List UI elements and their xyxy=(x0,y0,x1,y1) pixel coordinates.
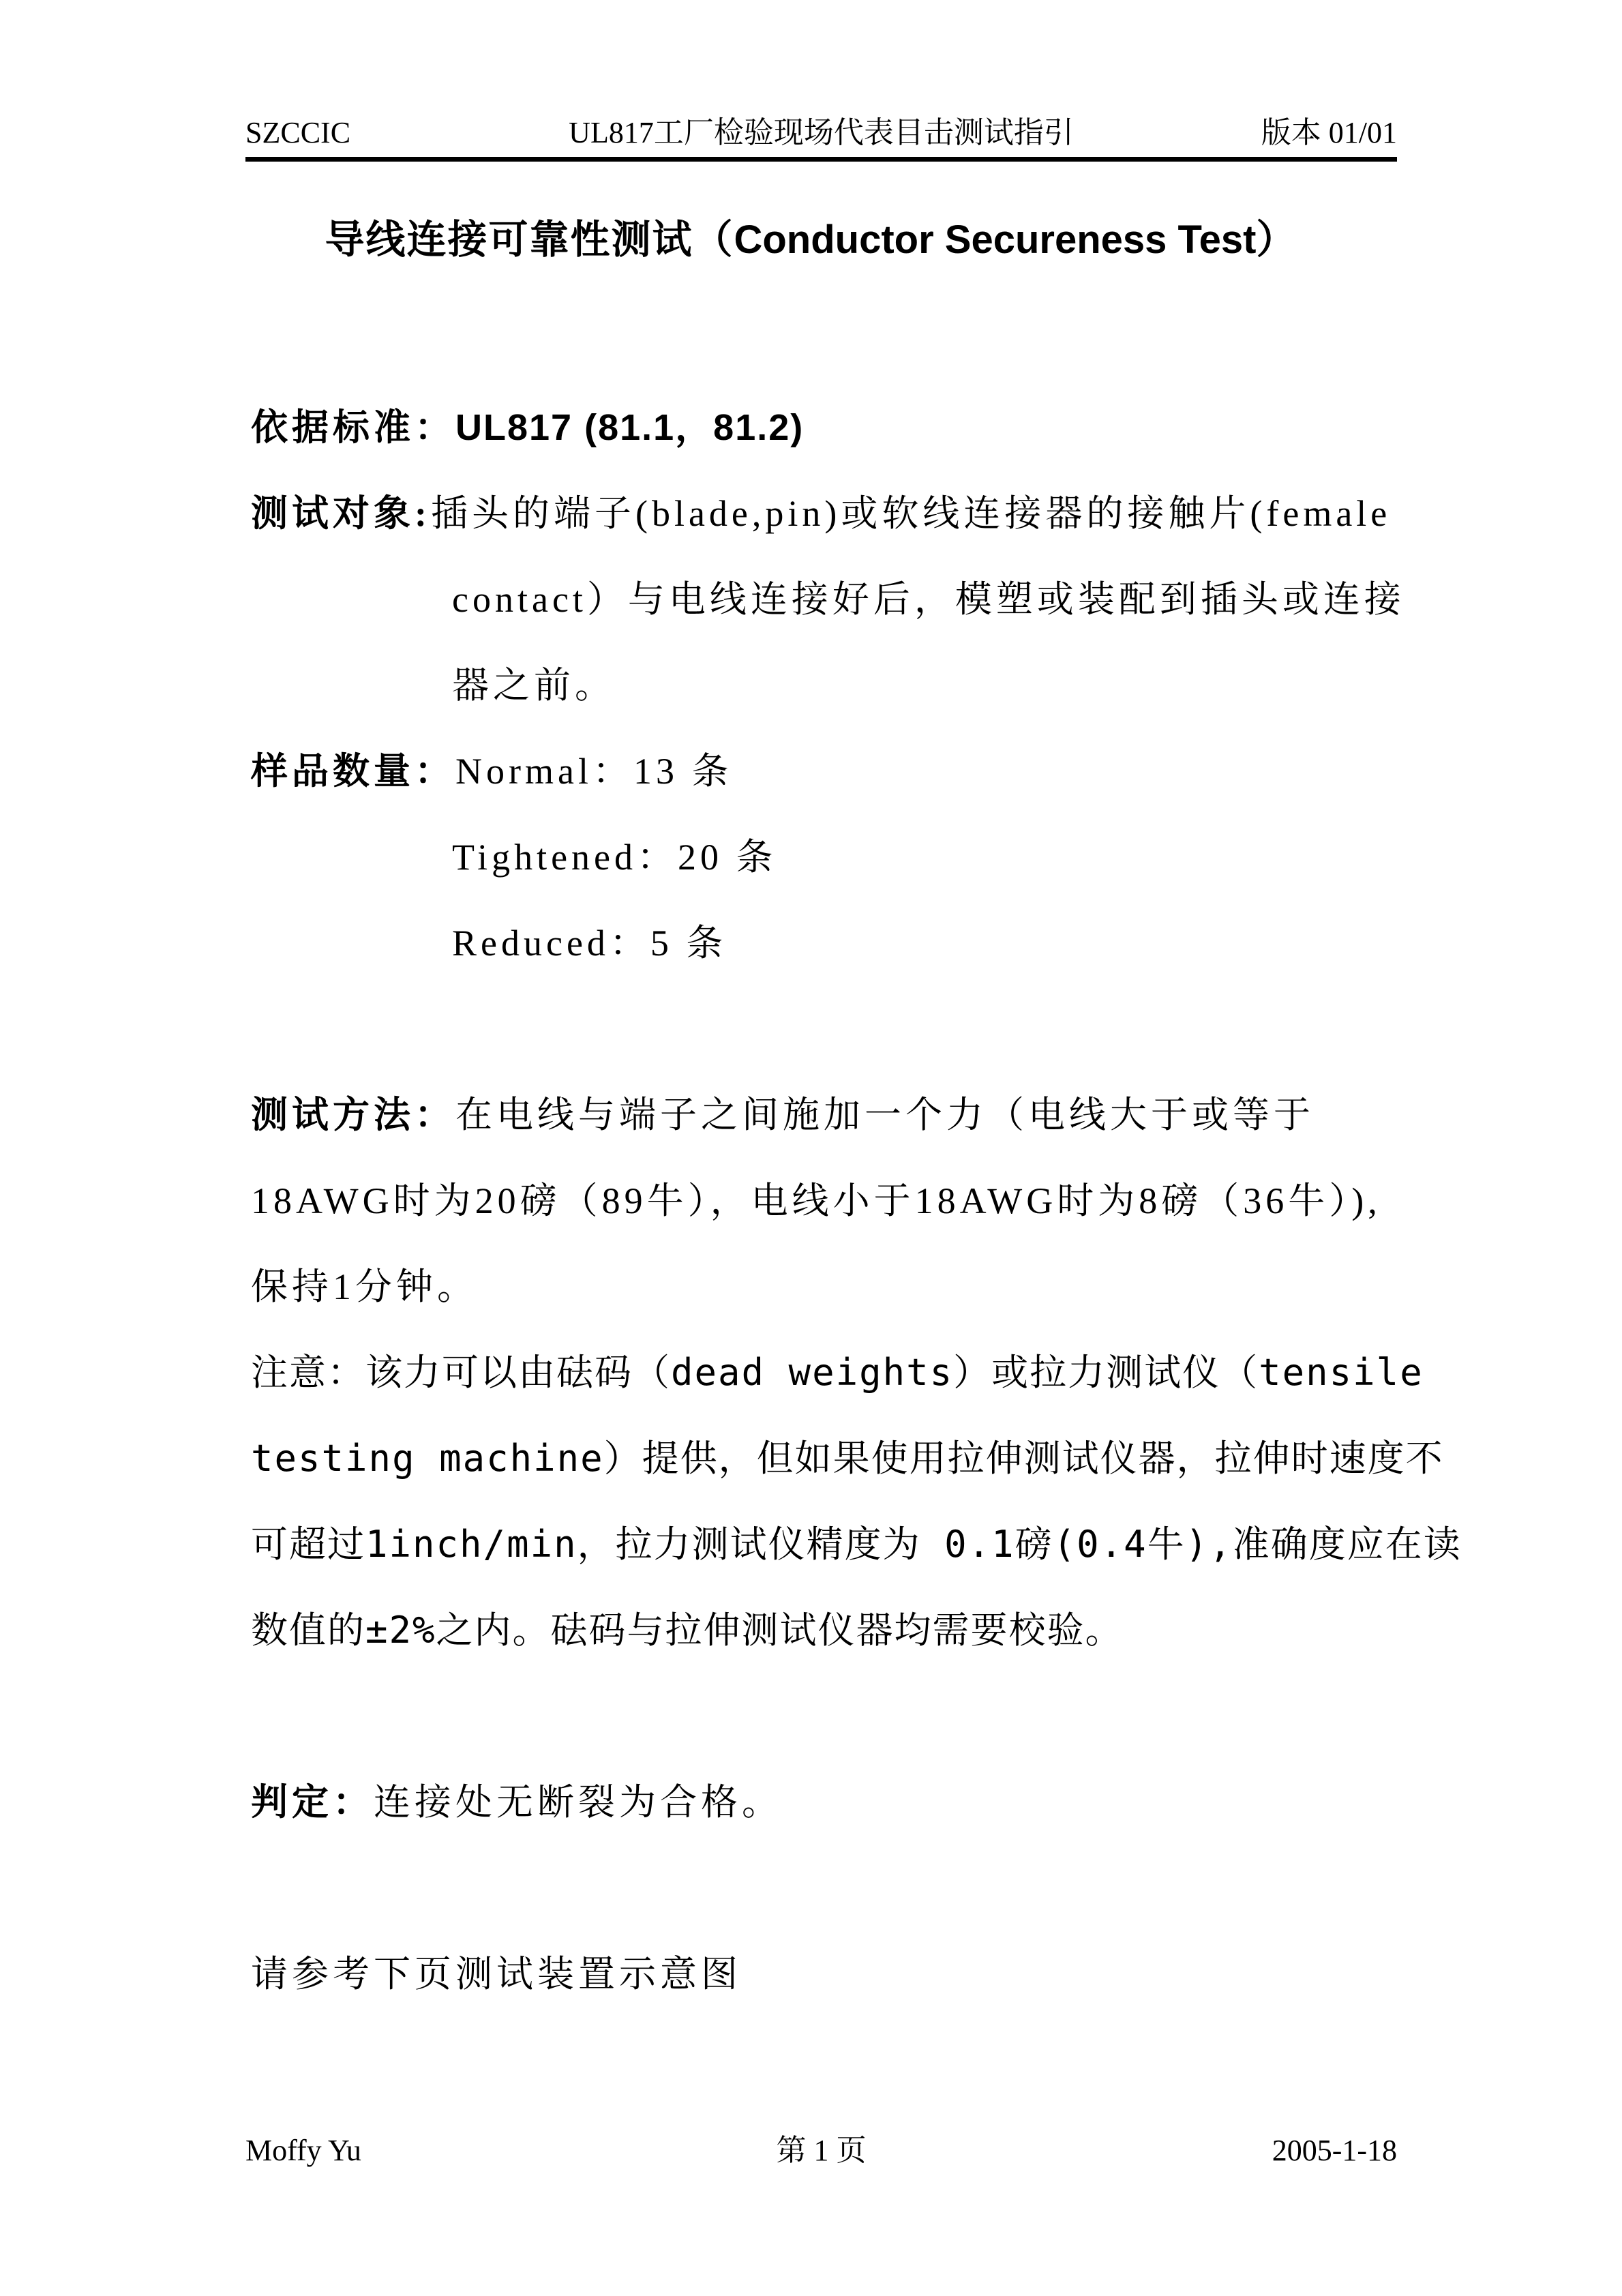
note-text4: 数值的±2%之内。砝码与拉伸测试仪器均需要校验。 xyxy=(251,1609,1124,1652)
spacer xyxy=(251,986,1424,1072)
test-method-text3: 保持1分钟。 xyxy=(251,1266,478,1307)
document-body xyxy=(251,385,1462,2017)
page-title-chinese: 导线连接可靠性测试（ xyxy=(325,218,734,262)
test-method-label: 测试方法： xyxy=(251,1094,455,1135)
test-object-line1 xyxy=(251,471,1424,556)
test-object-text2: contact）与电线连接好后，模塑或装配到插头或连接 xyxy=(452,579,1405,620)
test-object-label: 测试对象: xyxy=(251,493,431,534)
footer-author: Moffy Yu xyxy=(245,2134,361,2167)
standard-basis-value: UL817 (81.1，81.2) xyxy=(455,407,805,448)
sample-qty-line2 xyxy=(251,814,1424,900)
judgment-label: 判定： xyxy=(251,1782,374,1823)
test-method-line3 xyxy=(251,1244,1424,1330)
spacer xyxy=(251,1673,1424,1759)
judgment-line xyxy=(251,1759,1424,1845)
sample-qty-label: 样品数量： xyxy=(251,751,455,792)
test-method-text2: 18AWG时为20磅（89牛），电线小于18AWG时为8磅（36牛）), xyxy=(251,1180,1381,1221)
reference-note-line xyxy=(251,1931,1424,2017)
note-text2: testing machine）提供，但如果使用拉伸测试仪器，拉伸时速度不 xyxy=(251,1437,1444,1480)
spacer xyxy=(251,1845,1424,1931)
footer-date: 2005-1-18 xyxy=(1272,2134,1397,2167)
header-doc-title: UL817工厂检验现场代表目击测试指引 xyxy=(569,116,1074,149)
sample-qty-normal: Normal：13 条 xyxy=(455,751,733,792)
test-object-line3 xyxy=(251,642,1424,728)
sample-qty-reduced: Reduced：5 条 xyxy=(452,923,727,964)
note-line3 xyxy=(251,1502,1462,1587)
test-method-text1: 在电线与端子之间施加一个力（电线大于或等于 xyxy=(455,1094,1315,1135)
note-line4 xyxy=(251,1587,1424,1673)
standard-basis-label: 依据标准： xyxy=(251,407,455,448)
judgment-value: 连接处无断裂为合格。 xyxy=(374,1782,783,1823)
page-title xyxy=(0,215,1622,265)
test-object-text1: 插头的端子(blade,pin)或软线连接器的接触片(female xyxy=(430,493,1392,534)
reference-note-text: 请参考下页测试装置示意图 xyxy=(251,1954,742,1995)
header-company: SZCCIC xyxy=(245,116,351,149)
page-footer xyxy=(245,2133,1397,2168)
footer-page-number: 第 1 页 xyxy=(776,2134,867,2167)
sample-qty-line3 xyxy=(251,900,1424,986)
note-line1 xyxy=(251,1330,1424,1416)
test-method-line1 xyxy=(251,1072,1424,1158)
test-object-text3: 器之前。 xyxy=(452,665,616,706)
test-object-line2 xyxy=(251,556,1424,642)
page-header xyxy=(245,116,1397,162)
sample-qty-line1 xyxy=(251,728,1424,814)
note-text1: 注意：该力可以由砝码（dead weights）或拉力测试仪（tensile xyxy=(251,1351,1424,1394)
test-method-line2 xyxy=(251,1158,1424,1244)
header-version: 版本 01/01 xyxy=(1261,116,1397,149)
note-line2 xyxy=(251,1416,1444,1502)
page-title-english: Conductor Secureness Test xyxy=(734,218,1257,262)
standard-basis-line xyxy=(251,385,1424,471)
sample-qty-tightened: Tightened：20 条 xyxy=(452,837,777,878)
page-title-close-paren: ） xyxy=(1256,218,1297,262)
note-text3: 可超过1inch/min，拉力测试仪精度为 0.1磅(0.4牛),准确度应在读 xyxy=(251,1523,1462,1566)
